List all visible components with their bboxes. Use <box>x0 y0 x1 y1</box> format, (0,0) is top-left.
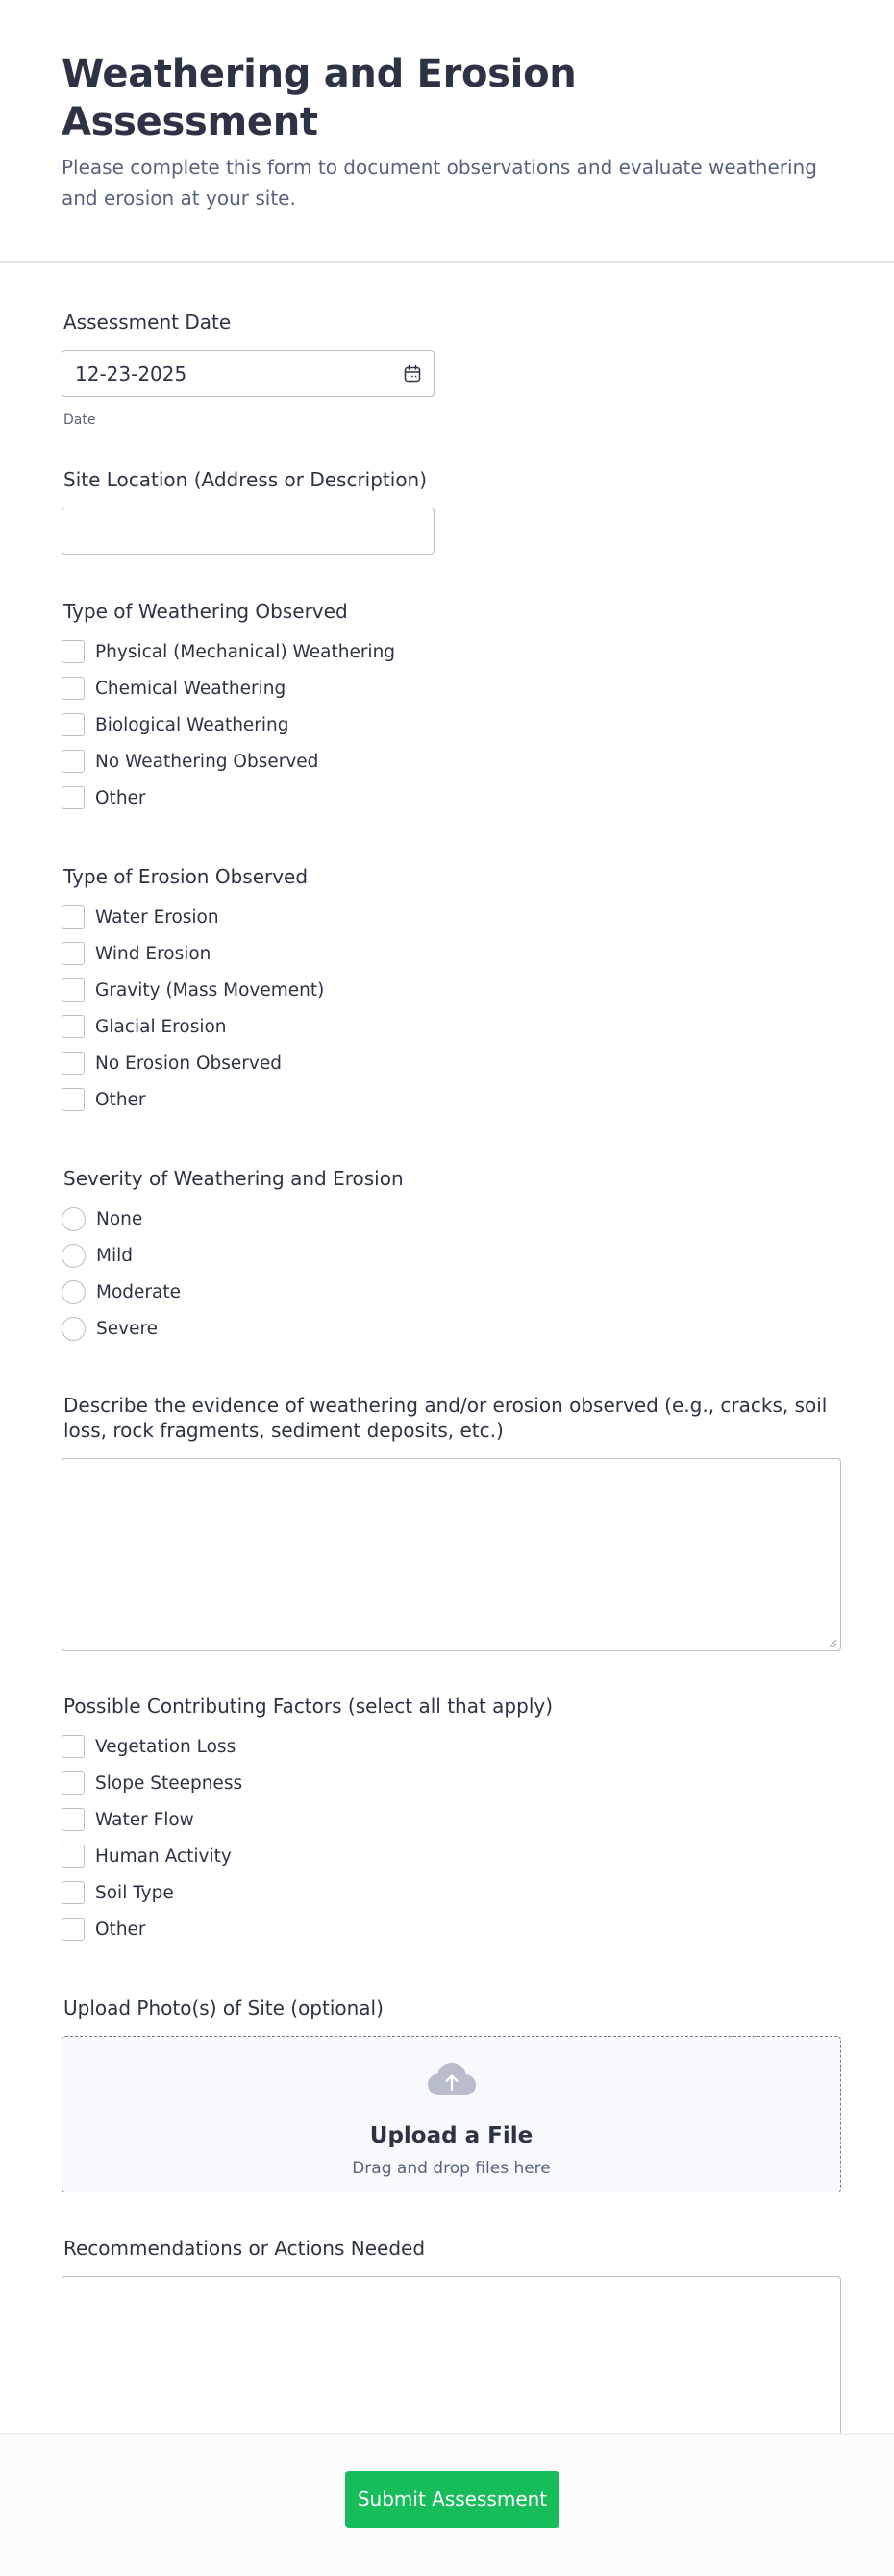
checkbox[interactable] <box>62 713 85 736</box>
calendar-icon[interactable] <box>403 364 422 384</box>
factor-option[interactable] <box>62 1874 831 1911</box>
evidence-textarea[interactable] <box>62 1458 841 1651</box>
checkbox[interactable] <box>62 677 85 700</box>
checkbox[interactable] <box>62 640 85 663</box>
option-label: Other <box>95 1919 146 1940</box>
assessment-date-sublabel: Date <box>63 412 96 428</box>
option-label: Mild <box>96 1245 133 1266</box>
weathering-type-label: Type of Weathering Observed <box>63 600 348 623</box>
upload-label: Upload Photo(s) of Site (optional) <box>63 1996 384 2019</box>
option-label: Soil Type <box>95 1882 174 1903</box>
site-location-field <box>63 467 831 555</box>
option-label: Moderate <box>96 1281 181 1302</box>
severity-option[interactable] <box>62 1310 831 1347</box>
erosion-type-options <box>62 899 831 1118</box>
evidence-field <box>63 1393 831 1651</box>
radio-button[interactable] <box>62 1244 86 1268</box>
severity-option[interactable] <box>62 1274 831 1310</box>
erosion-option[interactable] <box>62 899 831 935</box>
site-location-input[interactable] <box>62 508 435 555</box>
recommendations-label: Recommendations or Actions Needed <box>63 2237 426 2260</box>
option-label: No Weathering Observed <box>95 751 319 772</box>
assessment-date-label: Assessment Date <box>63 310 232 334</box>
form-header <box>0 0 894 263</box>
factors-label: Possible Contributing Factors (select all that apply) <box>63 1695 554 1718</box>
option-label: Other <box>95 1089 146 1110</box>
severity-options <box>62 1201 831 1347</box>
form-body <box>0 310 894 2469</box>
upload-title: Upload a File <box>369 2123 534 2148</box>
option-label: Gravity (Mass Movement) <box>95 979 325 1001</box>
checkbox[interactable] <box>62 1918 85 1941</box>
option-label: No Erosion Observed <box>95 1053 282 1074</box>
weathering-type-options <box>62 633 831 816</box>
option-label: Water Erosion <box>95 906 219 928</box>
erosion-option[interactable] <box>62 1008 831 1045</box>
erosion-type-field <box>63 864 831 1118</box>
radio-button[interactable] <box>62 1207 86 1231</box>
file-upload-dropzone[interactable] <box>62 2036 841 2192</box>
factor-option[interactable] <box>62 1911 831 1947</box>
option-label: Biological Weathering <box>95 714 289 735</box>
factors-options <box>62 1728 831 1947</box>
checkbox[interactable] <box>62 942 85 965</box>
weathering-option[interactable] <box>62 670 831 706</box>
severity-option[interactable] <box>62 1201 831 1237</box>
option-label: Slope Steepness <box>95 1772 243 1794</box>
severity-option[interactable] <box>62 1237 831 1274</box>
form-footer <box>0 2433 894 2576</box>
option-label: Vegetation Loss <box>95 1736 236 1757</box>
option-label: Water Flow <box>95 1809 194 1830</box>
option-label: Human Activity <box>95 1845 232 1867</box>
erosion-option[interactable] <box>62 972 831 1008</box>
erosion-option[interactable] <box>62 935 831 972</box>
factors-field <box>63 1694 831 1947</box>
checkbox[interactable] <box>62 1771 85 1795</box>
erosion-option[interactable] <box>62 1045 831 1081</box>
severity-field <box>63 1166 831 1347</box>
checkbox[interactable] <box>62 978 85 1002</box>
upload-hint: Drag and drop files here <box>352 2159 551 2178</box>
factor-option[interactable] <box>62 1728 831 1765</box>
checkbox[interactable] <box>62 750 85 773</box>
checkbox[interactable] <box>62 786 85 809</box>
page-subtitle: Please complete this form to document observations and evaluate weathering and erosion at your site. <box>62 156 817 210</box>
option-label: Glacial Erosion <box>95 1016 227 1037</box>
option-label: Other <box>95 787 146 808</box>
weathering-option[interactable] <box>62 706 831 743</box>
site-location-label: Site Location (Address or Description) <box>63 468 428 491</box>
resize-grip-icon[interactable] <box>828 1638 837 1647</box>
checkbox[interactable] <box>62 1088 85 1111</box>
option-label: Chemical Weathering <box>95 678 286 699</box>
factor-option[interactable] <box>62 1801 831 1838</box>
option-label: Wind Erosion <box>95 943 211 964</box>
checkbox[interactable] <box>62 1808 85 1831</box>
radio-button[interactable] <box>62 1280 86 1304</box>
cloud-upload-icon <box>427 2062 477 2098</box>
option-label: Severe <box>96 1318 159 1339</box>
page-title: Weathering and Erosion Assessment <box>62 52 577 144</box>
factor-option[interactable] <box>62 1765 831 1801</box>
submit-button[interactable]: Submit Assessment <box>345 2471 559 2528</box>
option-label: Physical (Mechanical) Weathering <box>95 641 396 662</box>
checkbox[interactable] <box>62 1735 85 1758</box>
checkbox[interactable] <box>62 905 85 929</box>
option-label: None <box>96 1208 143 1229</box>
checkbox[interactable] <box>62 1881 85 1904</box>
weathering-option[interactable] <box>62 743 831 780</box>
weathering-option[interactable] <box>62 633 831 670</box>
radio-button[interactable] <box>62 1317 86 1341</box>
assessment-date-input[interactable] <box>62 350 435 397</box>
evidence-label: Describe the evidence of weathering and/or erosion observed (e.g., cracks, soil loss, rock fragments, sediment deposits, etc.) <box>63 1394 828 1442</box>
erosion-option[interactable] <box>62 1081 831 1118</box>
weathering-option[interactable] <box>62 780 831 816</box>
assessment-date-field <box>63 310 831 428</box>
upload-field <box>63 1995 831 2192</box>
severity-label: Severity of Weathering and Erosion <box>63 1167 404 1190</box>
erosion-type-label: Type of Erosion Observed <box>63 865 309 888</box>
factor-option[interactable] <box>62 1838 831 1874</box>
checkbox[interactable] <box>62 1015 85 1038</box>
weathering-type-field <box>63 599 831 816</box>
checkbox[interactable] <box>62 1052 85 1075</box>
assessment-date-value: 12-23-2025 <box>75 362 187 385</box>
checkbox[interactable] <box>62 1845 85 1868</box>
